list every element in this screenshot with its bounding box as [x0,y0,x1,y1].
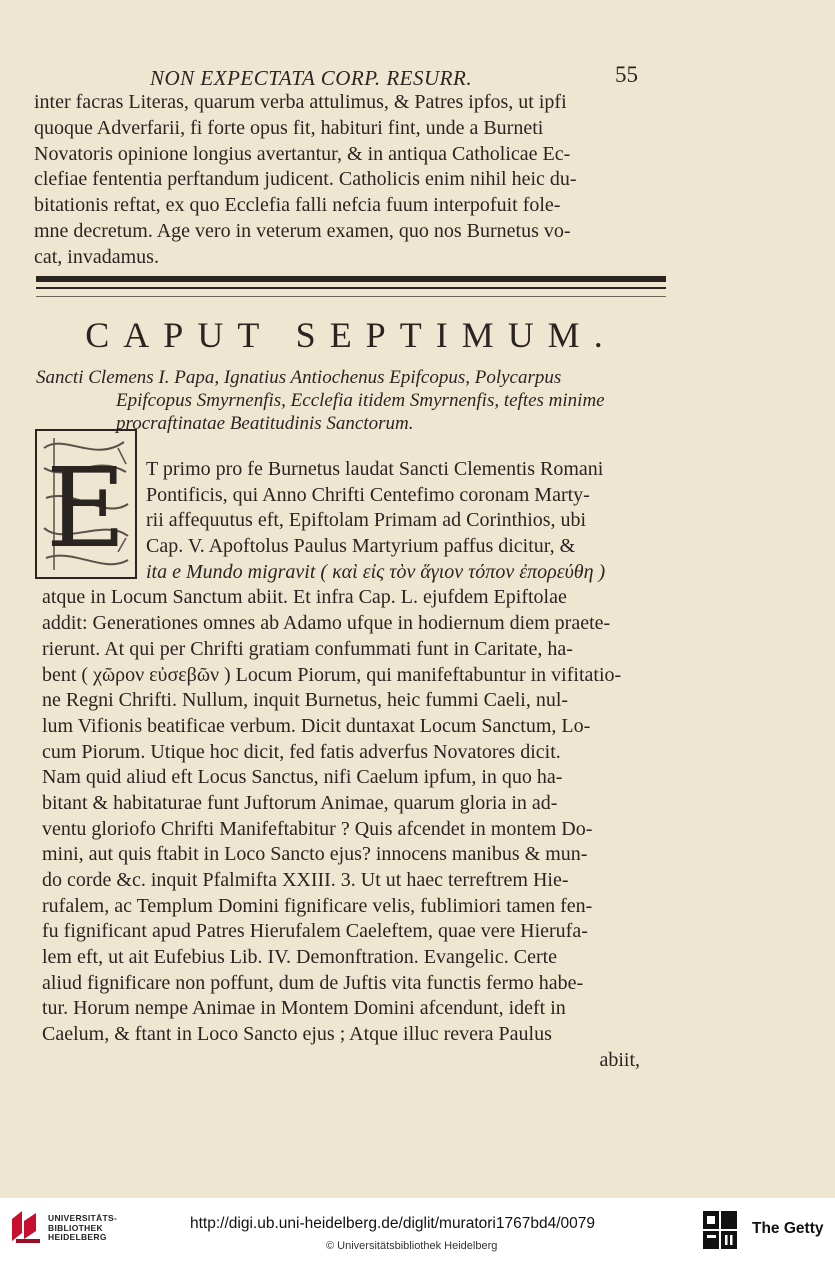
text-line: ventu gloriofo Chrifti Manifeftabitur ? Quis afcendet in montem Do- [42,817,593,840]
text-line: lum Vifionis beatificae verbum. Dicit duntaxat Locum Sanctum, Lo- [42,714,591,737]
text-line: addit: Generationes omnes ab Adamo ufque in hodiernum diem praete- [42,612,611,635]
text-line: bitationis reftat, ex quo Ecclefia falli nefcia fuum interpofuit fole- [34,194,561,217]
text-line: lem eft, ut ait Eufebius Lib. IV. Demonftration. Evangelic. Certe [42,946,558,969]
text-line: Cap. V. Apoftolus Paulus Martyrium paffus dicitur, & [146,535,576,558]
text-line: inter facras Literas, quarum verba attulimus, & Patres ipfos, ut ipfi [34,91,567,113]
viewer-footer [0,1198,835,1263]
summary-line: Epifcopus Smyrnenfis, Ecclefia itidem Smyrnenfis, teftes minime [116,390,605,411]
text-line: T primo pro fe Burnetus laudat Sancti Clementis Romani [146,458,604,480]
text-line: rii affequutus eft, Epiftolam Primam ad Corinthios, ubi [146,509,587,532]
text-line: mini, aut quis ftabit in Loco Sancto ejus? innocens manibus & mun- [42,843,588,866]
top-paragraph [34,90,666,271]
ornamental-rule [36,276,666,282]
copyright-notice: © Universitätsbibliothek Heidelberg [326,1240,498,1252]
institution-name: UNIVERSITÄTS- BIBLIOTHEK HEIDELBERG [48,1213,118,1242]
getty-logo-icon [702,1210,738,1250]
text-line: mne decretum. Age vero in veterum examen, quo nos Burnetus vo- [34,219,571,242]
text-line: bent ( χῶρον εὐσεβῶν ) Locum Piorum, qui manifeftabuntur in vifitatio- [42,663,622,686]
text-line: cum Piorum. Utique hoc dicit, fed fatis adverfus Novatores dicit. [42,740,561,763]
text-line: clefiae fententia perftandum judicent. Catholicis enim nihil heic du- [34,168,577,191]
chapter-heading: CAPUT SEPTIMUM. [85,315,617,355]
text-line: do corde &c. inquit Pfalmifta XXIII. 3. Ut ut haec terreftrem Hie- [42,869,569,891]
text-line: rierunt. At qui per Chrifti gratiam confummati funt in Caritate, ha- [42,637,573,660]
text-line: Novatoris opinione longius avertantur, & in antiqua Catholicae Ec- [34,142,571,165]
text-line: fu fignificant apud Patres Hierufalem Caeleftem, quae vere Hierufa- [42,920,588,943]
text-line: atque in Locum Sanctum abiit. Et infra Cap. L. ejufdem Epiftolae [42,586,567,609]
permalink-url[interactable]: http://digi.ub.uni-heidelberg.de/diglit/muratori1767bd4/0079 [190,1215,596,1232]
text-line: aliud fignificare non poffunt, dum de Juftis vita functis fermo habe- [42,971,584,994]
text-line: bitant & habitaturae funt Juftorum Animae, quarum gloria in ad- [42,791,558,814]
catchword: abiit, [599,1048,640,1071]
text-line: cat, invadamus. [34,245,159,268]
page-number: 55 [615,62,638,87]
svg-text:E: E [45,444,127,572]
text-line: Nam quid aliud eft Locus Sanctus, nifi Caelum ipfum, in quo ha- [42,766,563,789]
text-line: rufalem, ac Templum Domini fignificare velis, fublimiori tamen fen- [42,894,593,917]
ornamental-rule-hairline [36,296,666,297]
university-library-logo-icon [8,1209,44,1245]
ornamental-rule-thin [36,287,666,289]
partner-name: The Getty [752,1220,824,1237]
body-text [42,457,668,1074]
text-line: Pontificis, qui Anno Chrifti Centefimo coronam Marty- [146,483,590,506]
text-line: quoque Adverfarii, fi forte opus fit, habituri fint, unde a Burneti [34,116,544,139]
text-line: ne Regni Chrifti. Nullum, inquit Burnetus, heic fummi Caeli, nul- [42,689,569,712]
chapter-summary [36,366,668,435]
summary-line: Sancti Clemens I. Papa, Ignatius Antiochenus Epifcopus, Polycarpus [36,367,562,388]
text-line: ita e Mundo migravit ( καὶ εἰς τὸν ἅγιον τόπον ἐπορεύθη ) [146,560,606,583]
summary-line: procraftinatae Beatitudinis Sanctorum. [116,413,414,434]
text-line: tur. Horum nempe Animae in Montem Domini afcendunt, ideft in [42,997,566,1020]
text-line: Caelum, & ftant in Loco Sancto ejus ; Atque illuc revera Paulus [42,1023,552,1046]
running-title: NON EXPECTATA CORP. RESURR. [150,66,473,90]
